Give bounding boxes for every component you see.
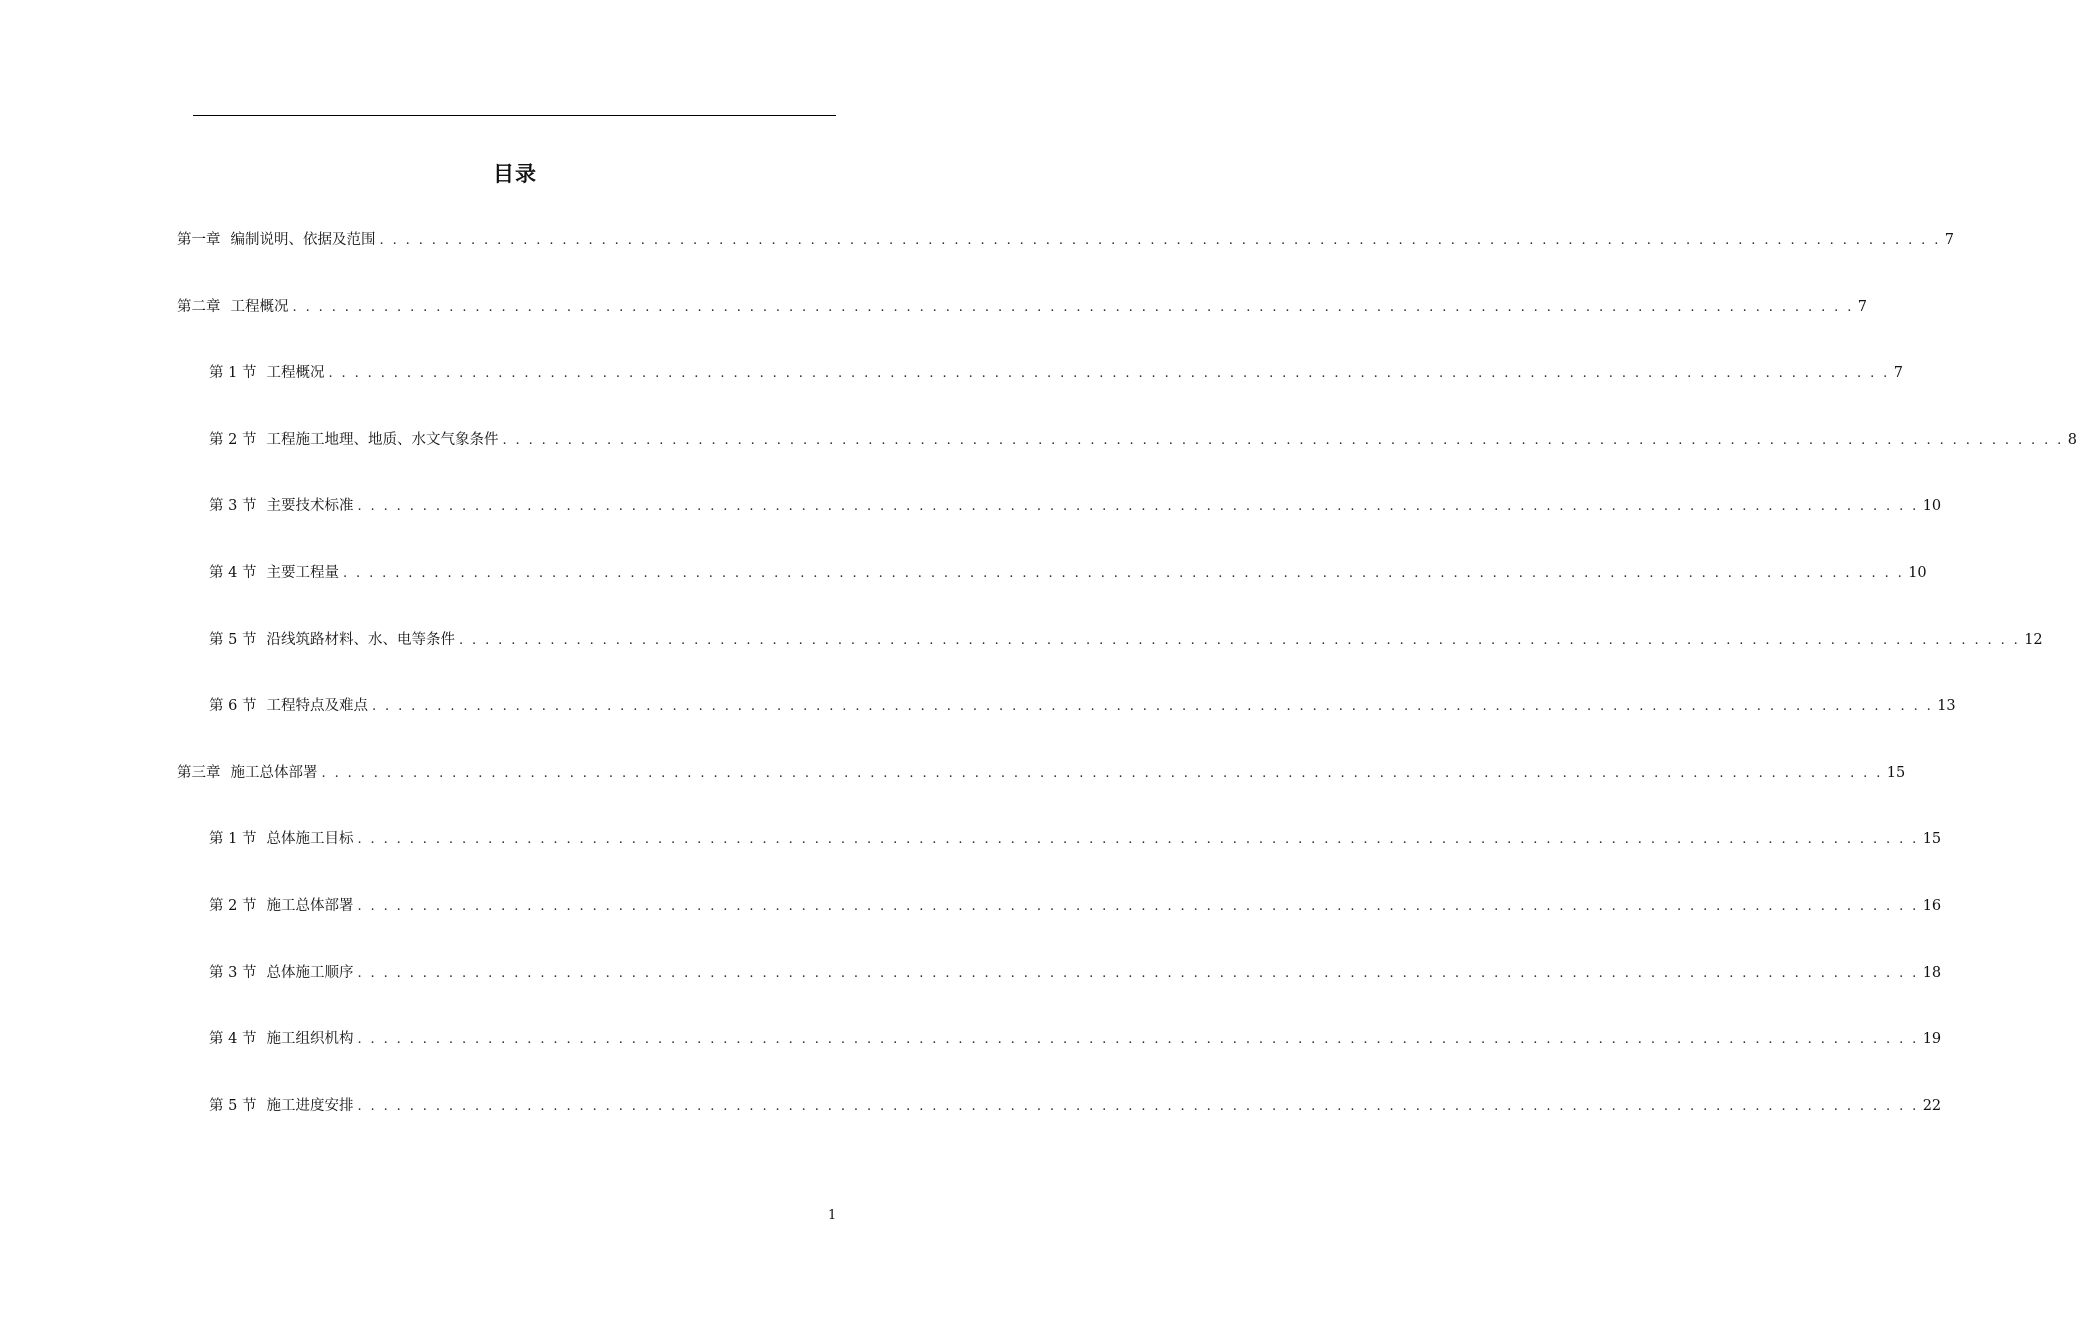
toc-entry-page: 12 bbox=[2024, 632, 2043, 648]
toc-entry[interactable] bbox=[177, 296, 1867, 318]
toc-entry-number: 第 4 节 bbox=[209, 565, 257, 581]
toc-entry-text: 工程概况 bbox=[230, 299, 289, 315]
toc-entry-page: 13 bbox=[1937, 698, 1956, 714]
toc-entry-number: 第 3 节 bbox=[209, 965, 257, 981]
toc-entry-text: 总体施工目标 bbox=[266, 831, 354, 847]
toc-dot-leader: . . . . . . . . . . . . . . . . . . . . . . . . . . . . . . . . . . . . . . . . . . . . . . . . . . . . . . . . . . . . . . . . . . . . . . . . . . . . . . . . . . . . . . . . . . . . . . . . . . . . . . . . . . . . . . . . . . . . . . . . bbox=[458, 633, 2021, 648]
toc-entry-page: 10 bbox=[1908, 565, 1927, 581]
page-number: 1 bbox=[828, 1208, 837, 1223]
toc-entry-page: 7 bbox=[1857, 299, 1867, 315]
toc-entry-number: 第 5 节 bbox=[209, 1098, 257, 1114]
toc-entry[interactable] bbox=[209, 828, 1942, 850]
toc-entry-text: 沿线筑路材料、水、电等条件 bbox=[266, 632, 455, 648]
toc-dot-leader: . . . . . . . . . . . . . . . . . . . . . . . . . . . . . . . . . . . . . . . . . . . . . . . . . . . . . . . . . . . . . . . . . . . . . . . . . . . . . . . . . . . . . . . . . . . . . . . . . . . . . . . . . . . . . . . . . . . . . . . . bbox=[328, 366, 1890, 381]
toc-entry-text: 施工总体部署 bbox=[266, 898, 354, 914]
toc-entry-label bbox=[209, 362, 328, 384]
toc-entry-text: 主要技术标准 bbox=[266, 498, 354, 514]
toc-entry-label bbox=[209, 495, 357, 517]
toc-entry-label bbox=[209, 962, 357, 984]
toc-entry-page: 15 bbox=[1922, 831, 1942, 847]
toc-entry[interactable] bbox=[209, 495, 1942, 517]
toc-dot-leader: . . . . . . . . . . . . . . . . . . . . . . . . . . . . . . . . . . . . . . . . . . . . . . . . . . . . . . . . . . . . . . . . . . . . . . . . . . . . . . . . . . . . . . . . . . . . . . . . . . . . . . . . . . . . . . . . . . . . . . . . bbox=[357, 966, 1919, 981]
toc-entry-text: 主要工程量 bbox=[266, 565, 339, 581]
toc-entry-page: 8 bbox=[2067, 432, 2077, 448]
toc-entry-number: 第 2 节 bbox=[209, 898, 257, 914]
toc-dot-leader: . . . . . . . . . . . . . . . . . . . . . . . . . . . . . . . . . . . . . . . . . . . . . . . . . . . . . . . . . . . . . . . . . . . . . . . . . . . . . . . . . . . . . . . . . . . . . . . . . . . . . . . . . . . . . . . . . . . . . . . . bbox=[357, 1032, 1919, 1047]
toc-entry[interactable] bbox=[209, 562, 1927, 584]
toc-entry-label bbox=[209, 562, 343, 584]
toc-entry-number: 第一章 bbox=[177, 232, 221, 248]
toc-dot-leader: . . . . . . . . . . . . . . . . . . . . . . . . . . . . . . . . . . . . . . . . . . . . . . . . . . . . . . . . . . . . . . . . . . . . . . . . . . . . . . . . . . . . . . . . . . . . . . . . . . . . . . . . . . . . . . . . . . . . . . . . bbox=[502, 433, 2064, 448]
toc-entry[interactable] bbox=[209, 629, 2043, 651]
toc-entry[interactable] bbox=[177, 762, 1906, 784]
toc-entry-label bbox=[209, 629, 459, 651]
toc-entry[interactable] bbox=[209, 895, 1942, 917]
toc-entry-label bbox=[209, 895, 357, 917]
toc-entry-label bbox=[209, 429, 502, 451]
toc-entry-number: 第 3 节 bbox=[209, 498, 257, 514]
toc-entry-page: 15 bbox=[1886, 765, 1906, 781]
toc-dot-leader: . . . . . . . . . . . . . . . . . . . . . . . . . . . . . . . . . . . . . . . . . . . . . . . . . . . . . . . . . . . . . . . . . . . . . . . . . . . . . . . . . . . . . . . . . . . . . . . . . . . . . . . . . . . . . . . . . . . . . . . . bbox=[379, 233, 1941, 248]
toc-entry-number: 第 6 节 bbox=[209, 698, 257, 714]
toc-entry-number: 第 1 节 bbox=[209, 365, 257, 381]
toc-entry-page: 18 bbox=[1922, 965, 1942, 981]
toc-entry[interactable] bbox=[177, 229, 1954, 251]
toc-entry-text: 总体施工顺序 bbox=[266, 965, 354, 981]
toc-entry-page: 16 bbox=[1922, 898, 1942, 914]
toc-dot-leader: . . . . . . . . . . . . . . . . . . . . . . . . . . . . . . . . . . . . . . . . . . . . . . . . . . . . . . . . . . . . . . . . . . . . . . . . . . . . . . . . . . . . . . . . . . . . . . . . . . . . . . . . . . . . . . . . . . . . . . . . bbox=[321, 766, 1883, 781]
toc-entry-page: 7 bbox=[1944, 232, 1954, 248]
toc-entry-label bbox=[209, 695, 372, 717]
toc-entry-number: 第二章 bbox=[177, 299, 221, 315]
toc-title: 目录 bbox=[493, 162, 537, 186]
toc-entry-label bbox=[209, 828, 357, 850]
toc-dot-leader: . . . . . . . . . . . . . . . . . . . . . . . . . . . . . . . . . . . . . . . . . . . . . . . . . . . . . . . . . . . . . . . . . . . . . . . . . . . . . . . . . . . . . . . . . . . . . . . . . . . . . . . . . . . . . . . . . . . . . . . . bbox=[292, 300, 1854, 315]
toc-entry-label bbox=[209, 1028, 357, 1050]
toc-entry[interactable] bbox=[209, 962, 1942, 984]
toc-entry-page: 19 bbox=[1922, 1031, 1942, 1047]
toc-entry-text: 施工总体部署 bbox=[230, 765, 318, 781]
toc-entry[interactable] bbox=[209, 1028, 1942, 1050]
toc-dot-leader: . . . . . . . . . . . . . . . . . . . . . . . . . . . . . . . . . . . . . . . . . . . . . . . . . . . . . . . . . . . . . . . . . . . . . . . . . . . . . . . . . . . . . . . . . . . . . . . . . . . . . . . . . . . . . . . . . . . . . . . . bbox=[371, 699, 1934, 714]
toc-entry-text: 编制说明、依据及范围 bbox=[230, 232, 376, 248]
toc-entry-text: 工程施工地理、地质、水文气象条件 bbox=[266, 432, 499, 448]
toc-entry-page: 10 bbox=[1922, 498, 1942, 514]
toc-entry[interactable] bbox=[209, 695, 1956, 717]
toc-dot-leader: . . . . . . . . . . . . . . . . . . . . . . . . . . . . . . . . . . . . . . . . . . . . . . . . . . . . . . . . . . . . . . . . . . . . . . . . . . . . . . . . . . . . . . . . . . . . . . . . . . . . . . . . . . . . . . . . . . . . . . . . bbox=[342, 566, 1905, 581]
toc-entry-label bbox=[177, 762, 322, 784]
toc-entry[interactable] bbox=[209, 362, 1903, 384]
toc-entry-label bbox=[209, 1095, 357, 1117]
toc-entry[interactable] bbox=[209, 429, 2077, 451]
toc-entry-number: 第 1 节 bbox=[209, 831, 257, 847]
toc-entry-number: 第 2 节 bbox=[209, 432, 257, 448]
toc-entry-text: 施工进度安排 bbox=[266, 1098, 354, 1114]
toc-entry[interactable] bbox=[209, 1095, 1942, 1117]
toc-dot-leader: . . . . . . . . . . . . . . . . . . . . . . . . . . . . . . . . . . . . . . . . . . . . . . . . . . . . . . . . . . . . . . . . . . . . . . . . . . . . . . . . . . . . . . . . . . . . . . . . . . . . . . . . . . . . . . . . . . . . . . . . bbox=[357, 899, 1919, 914]
toc-entry-text: 工程特点及难点 bbox=[266, 698, 368, 714]
toc-dot-leader: . . . . . . . . . . . . . . . . . . . . . . . . . . . . . . . . . . . . . . . . . . . . . . . . . . . . . . . . . . . . . . . . . . . . . . . . . . . . . . . . . . . . . . . . . . . . . . . . . . . . . . . . . . . . . . . . . . . . . . . . bbox=[357, 832, 1919, 847]
toc-entry-label bbox=[177, 229, 380, 251]
toc-entry-text: 施工组织机构 bbox=[266, 1031, 354, 1047]
toc-entry-page: 22 bbox=[1922, 1098, 1942, 1114]
toc-dot-leader: . . . . . . . . . . . . . . . . . . . . . . . . . . . . . . . . . . . . . . . . . . . . . . . . . . . . . . . . . . . . . . . . . . . . . . . . . . . . . . . . . . . . . . . . . . . . . . . . . . . . . . . . . . . . . . . . . . . . . . . . bbox=[357, 1099, 1919, 1114]
toc-entry-label bbox=[177, 296, 293, 318]
toc-entry-text: 工程概况 bbox=[266, 365, 325, 381]
toc-dot-leader: . . . . . . . . . . . . . . . . . . . . . . . . . . . . . . . . . . . . . . . . . . . . . . . . . . . . . . . . . . . . . . . . . . . . . . . . . . . . . . . . . . . . . . . . . . . . . . . . . . . . . . . . . . . . . . . . . . . . . . . . bbox=[357, 499, 1919, 514]
toc-entry-number: 第 4 节 bbox=[209, 1031, 257, 1047]
toc-entry-number: 第三章 bbox=[177, 765, 221, 781]
toc-entry-number: 第 5 节 bbox=[209, 632, 257, 648]
toc-entry-page: 7 bbox=[1893, 365, 1903, 381]
